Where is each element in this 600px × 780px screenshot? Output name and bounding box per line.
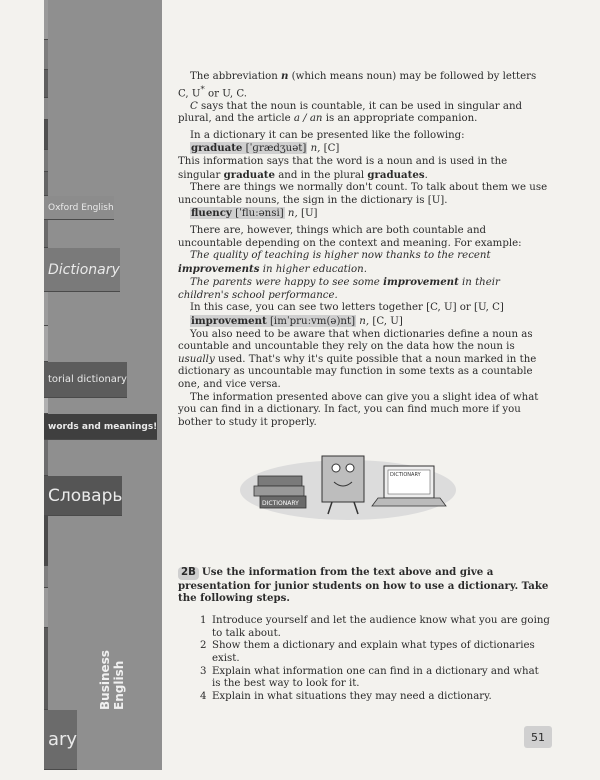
screen-label: DICTIONARY xyxy=(390,472,421,478)
paragraph xyxy=(178,70,550,101)
paragraph: In this case, you can see two letters together [C, U] or [U, C] xyxy=(190,302,504,314)
entry-word: fluency [ˈfluːənsi] xyxy=(191,207,284,220)
text: n, xyxy=(307,143,321,155)
example-quote: The quality of teaching is higher now thanks to the recent improvements in higher education. xyxy=(178,250,491,275)
paragraph: There are things we normally don't count. To talk about them we use uncountable nouns, the sign in the dictionary is [U]. xyxy=(178,182,548,206)
spine xyxy=(44,98,48,120)
task-badge: 2B xyxy=(178,567,199,580)
spine xyxy=(44,326,48,362)
spine xyxy=(44,516,48,566)
spine-oxford: Oxford English xyxy=(44,196,114,220)
text: says that the noun is countable, it can be used in singular and plural, and the article xyxy=(178,100,523,125)
spine-slovar: Словарь xyxy=(44,476,122,516)
spine-ary: ary xyxy=(44,710,77,770)
text: or U, C. xyxy=(204,87,248,99)
list-item: 4 Explain in what situations they may need a dictionary. xyxy=(200,690,492,702)
text: C xyxy=(190,100,198,112)
dictionary-illustration xyxy=(238,442,458,522)
dictionary-entry xyxy=(178,142,550,156)
spine xyxy=(44,220,48,248)
example-quote: The parents were happy to see some improvement in their children's school performance. xyxy=(178,276,500,301)
paragraph: The information presented above can give you a slight idea of what you can find in a dictionary. In fact, you can find much more if you bother to study it properly. xyxy=(178,391,539,428)
steps-list xyxy=(200,615,550,703)
spine xyxy=(44,566,48,588)
spine xyxy=(44,398,48,414)
spine xyxy=(44,40,48,70)
text: Use the information from the text above and give a presentation for junior students on how to use a dictionary. Take the following steps. xyxy=(178,566,549,605)
book-stack-icon xyxy=(254,476,306,508)
paragraph: In a dictionary it can be presented like the following: xyxy=(190,129,465,141)
text: (which means noun) may be followed by letters C, U xyxy=(178,71,537,99)
text: is an appropriate companion. xyxy=(322,113,478,125)
task-2b xyxy=(178,556,550,703)
spine-words-meanings: words and meanings! xyxy=(44,414,157,440)
spine xyxy=(44,628,48,710)
text: [C] xyxy=(320,143,340,155)
spine-business-english: Business English xyxy=(98,650,126,710)
dictionary-entry: improvement [imˈpruːvm(ə)nt] n, [C, U] xyxy=(191,315,403,328)
list-item: 2 Show them a dictionary and explain what types of dictionaries exist. xyxy=(200,640,535,664)
spine xyxy=(44,292,48,326)
spine xyxy=(44,70,48,98)
spine xyxy=(44,0,48,40)
spine-tutorial-dictionary: torial dictionary xyxy=(44,362,127,398)
dictionary-entry: fluency [ˈfluːənsi] n, [U] xyxy=(191,207,318,220)
text: The abbreviation xyxy=(190,71,282,82)
book-label: DICTIONARY xyxy=(262,500,299,507)
paragraph xyxy=(178,101,550,126)
spine xyxy=(44,588,48,628)
book-spines-photo xyxy=(44,0,162,770)
paragraph: There are, however, things which are both countable and uncountable depending on the context and meaning. For example: xyxy=(178,224,522,249)
spine xyxy=(44,440,48,476)
main-text xyxy=(178,70,550,429)
list-item: 1 Introduce yourself and let the audience know what you are going to talk about. xyxy=(200,615,550,639)
spine xyxy=(44,150,48,172)
paragraph: This information says that the word is a noun and is used in the singular graduate and in the plural graduates. xyxy=(178,155,508,181)
page-number: 51 xyxy=(524,726,552,748)
spine xyxy=(44,172,48,196)
text: a / an xyxy=(293,113,323,125)
entry-word: improvement [imˈpruːvm(ə)nt] xyxy=(191,315,356,328)
footnote-mark: * xyxy=(200,84,205,95)
paragraph: You also need to be aware that when dictionaries define a noun as countable and uncountable they rely on the data how the noun is usually used. That's why it's quite possible that a noun marked in the dictionary as uncountable may function in some texts as a countable one, and vice versa. xyxy=(178,328,537,391)
task-heading xyxy=(178,566,550,605)
list-item: 3 Explain what information one can find in a dictionary and what is the best way to look for it. xyxy=(200,665,539,690)
entry-word: graduate [ˈɡrædʒuət] xyxy=(191,142,307,155)
text: n xyxy=(281,70,289,82)
spine-dictionary: Dictionary xyxy=(44,248,120,292)
spine xyxy=(44,120,48,150)
